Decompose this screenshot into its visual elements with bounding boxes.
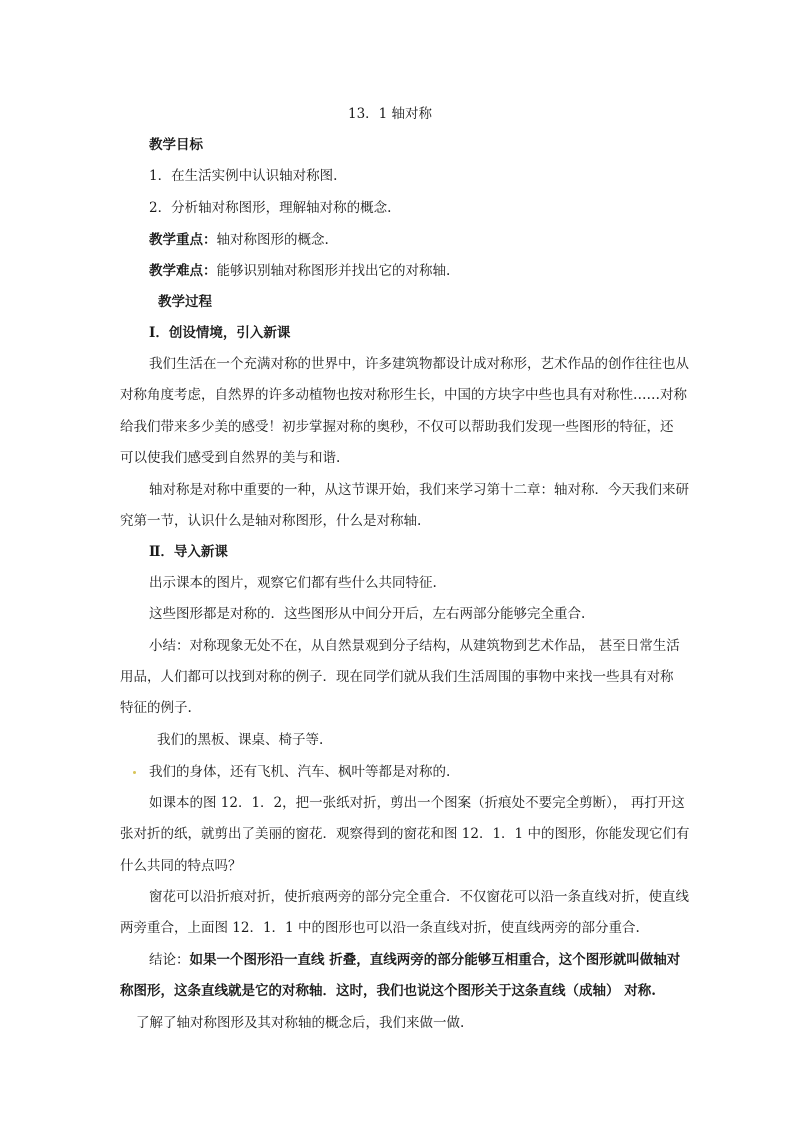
conclusion-text: 如果一个图形沿一直线 折叠，直线两旁的部分能够互相重合，这个图形就叫做轴对 bbox=[189, 952, 681, 968]
paragraph-line: 我们生活在一个充满对称的世界中，许多建筑物都设计成对称形，艺术作品的创作往往也从 bbox=[149, 356, 689, 372]
key-point-text: 轴对称图形的概念. bbox=[216, 232, 329, 248]
conclusion-line-2: 称图形，这条直线就是它的对称轴．这时，我们也说这个图形关于这条直线（成轴） 对称. bbox=[120, 983, 656, 999]
difficulty-text: 能够识别轴对称图形并找出它的对称轴. bbox=[216, 263, 451, 279]
paragraph-line: 轴对称是对称中重要的一种，从这节课开始，我们来学习第十二章：轴对称．今天我们来研 bbox=[149, 482, 689, 498]
paragraph-line: 如课本的图 12．1．2，把一张纸对折，剪出一个图案（折痕处不要完全剪断）， 再打开这 bbox=[149, 795, 685, 811]
process-heading: 教学过程 bbox=[158, 294, 212, 310]
paragraph-line: 对称角度考虑，自然界的许多动植物也按对称形生长，中国的方块字中些也具有对称性……对称 bbox=[120, 387, 687, 403]
paragraph-line: 究第一节，认识什么是轴对称图形，什么是对称轴. bbox=[120, 513, 422, 529]
conclusion-line bbox=[149, 950, 680, 970]
paragraph-line: 我们的黑板、课桌、椅子等. bbox=[157, 732, 324, 748]
paragraph-line: 窗花可以沿折痕对折，使折痕两旁的部分完全重合．不仅窗花可以沿一条直线对折，使直线 bbox=[149, 889, 689, 905]
paragraph-line: 可以使我们感受到自然界的美与和谐. bbox=[120, 450, 341, 466]
paragraph-line: 两旁重合，上面图 12．1．1 中的图形也可以沿一条直线对折，使直线两旁的部分重合. bbox=[120, 920, 640, 936]
paragraph-line: 特征的例子. bbox=[120, 700, 192, 716]
objectives-heading: 教学目标 bbox=[149, 137, 203, 153]
paragraph-line: 小结：对称现象无处不在，从自然景观到分子结构，从建筑物到艺术作品， 甚至日常生活 bbox=[149, 638, 680, 654]
section-2-heading: Ⅱ．导入新课 bbox=[149, 544, 228, 560]
paragraph-line: 出示课本的图片，观察它们都有些什么共同特征. bbox=[149, 575, 437, 591]
objective-1: 1．在生活实例中认识轴对称图. bbox=[149, 168, 338, 184]
section-1-heading: Ⅰ．创设情境，引入新课 bbox=[149, 325, 291, 341]
paragraph-line: 我们的身体，还有飞机、汽车、枫叶等都是对称的. bbox=[149, 764, 451, 780]
paragraph-line: 张对折的纸，就剪出了美丽的窗花．观察得到的窗花和图 12．1．1 中的图形，你能发现它们有 bbox=[120, 826, 690, 842]
key-point-label: 教学重点： bbox=[149, 232, 217, 248]
paragraph-line: 这些图形都是对称的．这些图形从中间分开后，左右两部分能够完全重合. bbox=[149, 606, 586, 622]
ink-speck bbox=[133, 771, 136, 774]
paragraph-line: 什么共同的特点吗？ bbox=[120, 858, 242, 874]
paragraph-line: 给我们带来多少美的感受！初步掌握对称的奥秒，不仅可以帮助我们发现一些图形的特征，还 bbox=[120, 419, 674, 435]
conclusion-label: 结论： bbox=[149, 952, 190, 968]
page-title: 13．1 轴对称 bbox=[348, 106, 433, 122]
difficulty-label: 教学难点： bbox=[149, 263, 217, 279]
paragraph-line: 了解了轴对称图形及其对称轴的概念后，我们来做一做. bbox=[136, 1015, 465, 1031]
objective-2: 2．分析轴对称图形，理解轴对称的概念. bbox=[149, 200, 392, 216]
key-point bbox=[149, 230, 329, 250]
difficulty bbox=[149, 261, 450, 281]
paragraph-line: 用品，人们都可以找到对称的例子．现在同学们就从我们生活周围的事物中来找一些具有对称 bbox=[120, 669, 674, 685]
